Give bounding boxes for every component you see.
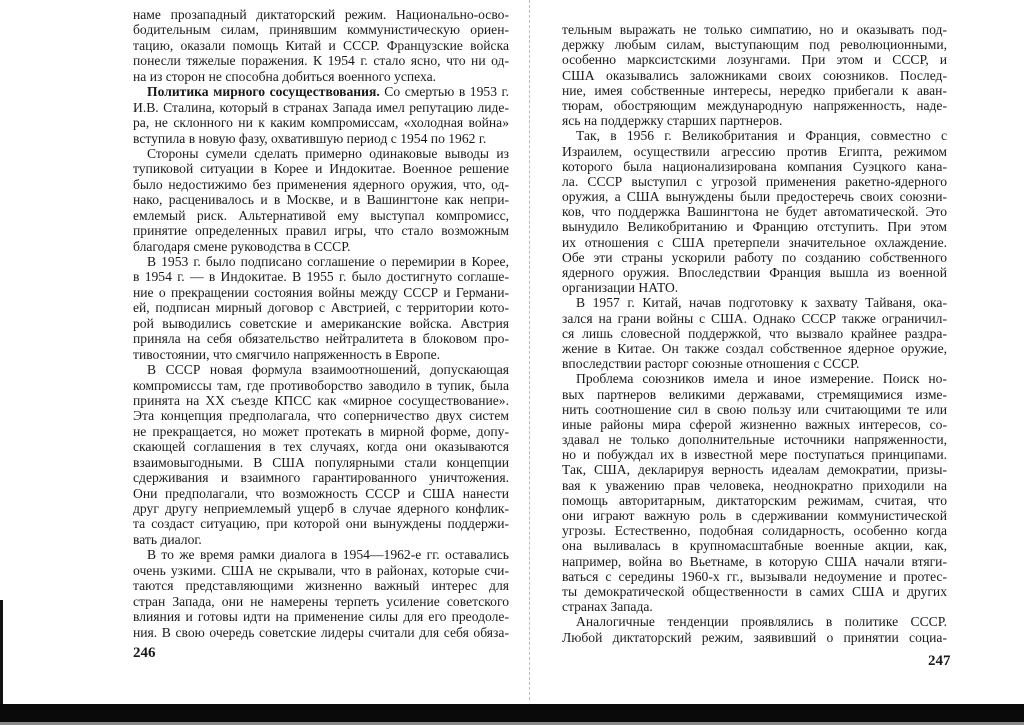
text-line: тивостоянии, что смягчило напряженность в Европе.	[133, 346, 441, 362]
text-line: ваться с середины 1960-х гг., вызывали недоумение и протес-	[562, 568, 947, 584]
text-line: странах Запада.	[562, 599, 653, 615]
text-line: влияния и готовы идти на применение силы для его преодоле-	[133, 609, 509, 625]
text-line: В 1957 г. Китай, начав подготовку к захвату Тайваня, ока-	[576, 295, 947, 311]
text-line	[133, 84, 509, 99]
text-line: организации НАТО.	[562, 280, 679, 296]
text-line: вать диалог.	[133, 531, 202, 547]
text-line: наме прозападный диктаторский режим. Национально-осво-	[133, 7, 509, 22]
right-page-text	[562, 22, 947, 645]
text-line: В то же время рамки диалога в 1954—1962-е гг. оставались	[147, 547, 509, 563]
text-line: компромиссы там, где противоборство заводило в тупик, была	[133, 377, 509, 393]
text-line: тацию, оказали помощь Китай и СССР. Французские войска	[133, 37, 509, 53]
text-line: она выливалась в крупномасштабные военные акции, как,	[562, 538, 947, 554]
text-line: впоследствии расторг союзные отношения с СССР.	[562, 356, 860, 372]
paragraph	[133, 547, 509, 640]
text-line: Обе эти страны ускорили работу по созданию собственного	[562, 249, 947, 265]
text-line: понесли тяжелые поражения. К 1954 г. стало ясно, что ни од-	[133, 53, 509, 69]
text-line: жение в Китае. Он также создал собственное ядерное оружие,	[562, 340, 947, 356]
text-line: ние о прекращении состояния войны между СССР и Германи-	[133, 284, 509, 300]
text-line: Эта концепция предполагала, что соперничество двух систем	[133, 408, 509, 424]
text-line: Проблема союзников имела и иное измерение. Поиск но-	[576, 371, 947, 387]
text-line: Они предполагали, что возможность СССР и США нанести	[133, 485, 509, 501]
text-line: например, война во Вьетнаме, в которую США начали втяги-	[562, 553, 947, 569]
text-line: на из сторон не способна добиться военного успеха.	[133, 68, 437, 84]
text-line: принятие определенных правил игры, что стало возможным	[133, 223, 509, 239]
scan-left-edge	[0, 600, 3, 710]
text-line: ты демократической общественности в самих США и других	[562, 583, 947, 599]
text-line: ра, не склонного ни к каким компромиссам, «холодная война»	[133, 115, 509, 131]
text-line: ков, что поддержка Вашингтона не будет автоматической. Это	[562, 204, 947, 220]
text-line: тюрам, обостряющим международную напряженность, наде-	[562, 97, 947, 113]
text-line: ядерного оружия. Впоследствии Франция вышла из военной	[562, 265, 947, 280]
text-line: та создаст ситуацию, при которой они вынуждены поддержи-	[133, 516, 509, 532]
text-line: вая к уважению прав человека, неоднократно приходили на	[562, 477, 947, 493]
text-line: рой выводились советские и американские войска. Австрия	[133, 315, 509, 331]
text-line: но и побуждал их в известной мере поступаться принципами.	[562, 447, 947, 463]
text-line: было недостижимо без применения ядерного оружия, что, од-	[133, 176, 509, 192]
text-line: тупиковой ситуации в Корее и Индокитае. Военное решение	[133, 161, 509, 177]
text-line: скающей соглашения в тех случаях, когда они оказываются	[133, 439, 509, 455]
section-heading: Политика мирного сосуществования.	[147, 84, 380, 100]
text-line: в 1954 г. — в Индокитае. В 1955 г. было достигнуто соглаше-	[133, 269, 509, 285]
text-line: Так, США, декларируя верность идеалам демократии, призы-	[562, 462, 947, 478]
text-line: Израилем, осуществили агрессию против Египта, режимом	[562, 143, 947, 159]
text-line: друг другу неприемлемый ущерб в случае ядерного конфлик-	[133, 501, 509, 516]
text-line: Стороны сумели сделать примерно одинаковые выводы из	[147, 145, 509, 161]
text-line: их отношения с США претерпели значительное охлаждение.	[562, 234, 947, 250]
text-line: сдерживания и взаимного гарантированного уничтожения.	[133, 470, 509, 486]
text-line: тельным выражать не только симпатию, но и оказывать под-	[562, 22, 947, 37]
text-line: ясь на поддержку старших партнеров.	[562, 113, 783, 129]
text-line: таются представляющими жизненно важный интерес для	[133, 578, 509, 594]
text-line: стран Запада, они не намерены терпеть усиление советского	[133, 593, 509, 609]
paragraph	[562, 371, 947, 614]
text-line: Любой диктаторский режим, заявивший о принятии социа-	[562, 629, 947, 645]
text-line: помощь авторитарным, диктаторским режимам, считая, что	[562, 492, 947, 508]
text-line-content: Со смертью в 1953 г.	[379, 84, 509, 100]
text-line: они играют важную роль в сдерживании коммунистической	[562, 508, 947, 523]
text-line: Аналогичные тенденции проявлялись в политике СССР.	[576, 614, 947, 630]
page-number-right: 247	[928, 653, 951, 669]
text-line: США оказывались заложниками своих союзников. Послед-	[562, 67, 947, 83]
scan-bottom-border	[0, 704, 1024, 722]
text-line: не прекращается, но может протекать в мирной форме, допу-	[133, 423, 509, 439]
text-line: оружия, а США вынуждены были предостеречь своих союзни-	[562, 189, 947, 205]
text-line: здавал не только дополнительные источники напряженности,	[562, 432, 947, 448]
text-line: взаимовыгодными. В США популярными стали концепции	[133, 454, 509, 470]
paragraph	[562, 22, 947, 128]
text-line: вынудило Великобританию и Францию отступить. При этом	[562, 219, 947, 235]
text-line: особенно марксистскими лозунгами. При этом и СССР, и	[562, 52, 947, 68]
page-number-left: 246	[133, 645, 156, 661]
text-line: ся лишь словесной поддержкой, что вызвало крайнее раздра-	[562, 325, 947, 341]
right-page	[562, 22, 947, 645]
text-line: Так, в 1956 г. Великобритания и Франция, совместно с	[576, 128, 947, 144]
text-line: нако, расценивалось и в Москве, и в Вашингтоне как непри-	[133, 192, 509, 208]
paragraph	[133, 254, 509, 362]
text-line: угрозы. Естественно, подобная солидарность, особенно когда	[562, 523, 947, 539]
paragraph	[562, 128, 947, 295]
paragraph	[562, 295, 947, 371]
left-page-text	[133, 7, 509, 640]
text-line: которого была национализирована компания Суэцкого кана-	[562, 158, 947, 174]
text-line: И.В. Сталина, который в странах Запада имел репутацию лиде-	[133, 99, 509, 115]
text-line: вступила в новую фазу, охватившую период с 1954 по 1962 г.	[133, 130, 487, 146]
text-line: принята на XX съезде КПСС как «мирное сосуществование».	[133, 392, 509, 408]
text-line: ла. СССР выступил с угрозой применения ракетно-ядерного	[562, 173, 947, 189]
text-line: зался на грани войны с США. Однако СССР также ограничил-	[562, 310, 947, 326]
left-page	[133, 7, 509, 640]
text-line: В 1953 г. было подписано соглашение о перемирии в Корее,	[147, 254, 509, 269]
text-line: очень узкими. США не скрывали, что в районах, которые счи-	[133, 562, 509, 578]
text-line: емлемый риск. Альтернативой ему выступал компромисс,	[133, 207, 509, 223]
text-line: ние, имея собственные интересы, нередко прибегали к аван-	[562, 82, 947, 98]
paragraph	[133, 362, 509, 547]
text-line: держку любым силам, выступающим под революционными,	[562, 37, 947, 53]
paragraph	[133, 146, 509, 254]
text-line: В СССР новая формула взаимоотношений, допускающая	[147, 362, 509, 378]
paragraph	[133, 84, 509, 146]
text-line: нить соотношение сил в свою пользу или считающими те или	[562, 401, 947, 417]
book-spine	[529, 0, 530, 700]
text-line: ния. В свою очередь советские лидеры считали для себя обяза-	[133, 624, 509, 640]
text-line: иные районы мира сферой жизненно важных интересов, со-	[562, 416, 947, 432]
text-line: бодительным силам, принявшим коммунистическую ориен-	[133, 22, 509, 38]
paragraph	[562, 614, 947, 644]
text-line: приняла на себя обязательство нейтралитета в блоковом про-	[133, 331, 509, 347]
paragraph	[133, 7, 509, 84]
text-line: вых партнеров великими державами, стремящимися изме-	[562, 386, 947, 402]
text-line: благодаря смене руководства в СССР.	[133, 238, 351, 254]
text-line: ей, подписан мирный договор с Австрией, с территории кото-	[133, 300, 509, 316]
